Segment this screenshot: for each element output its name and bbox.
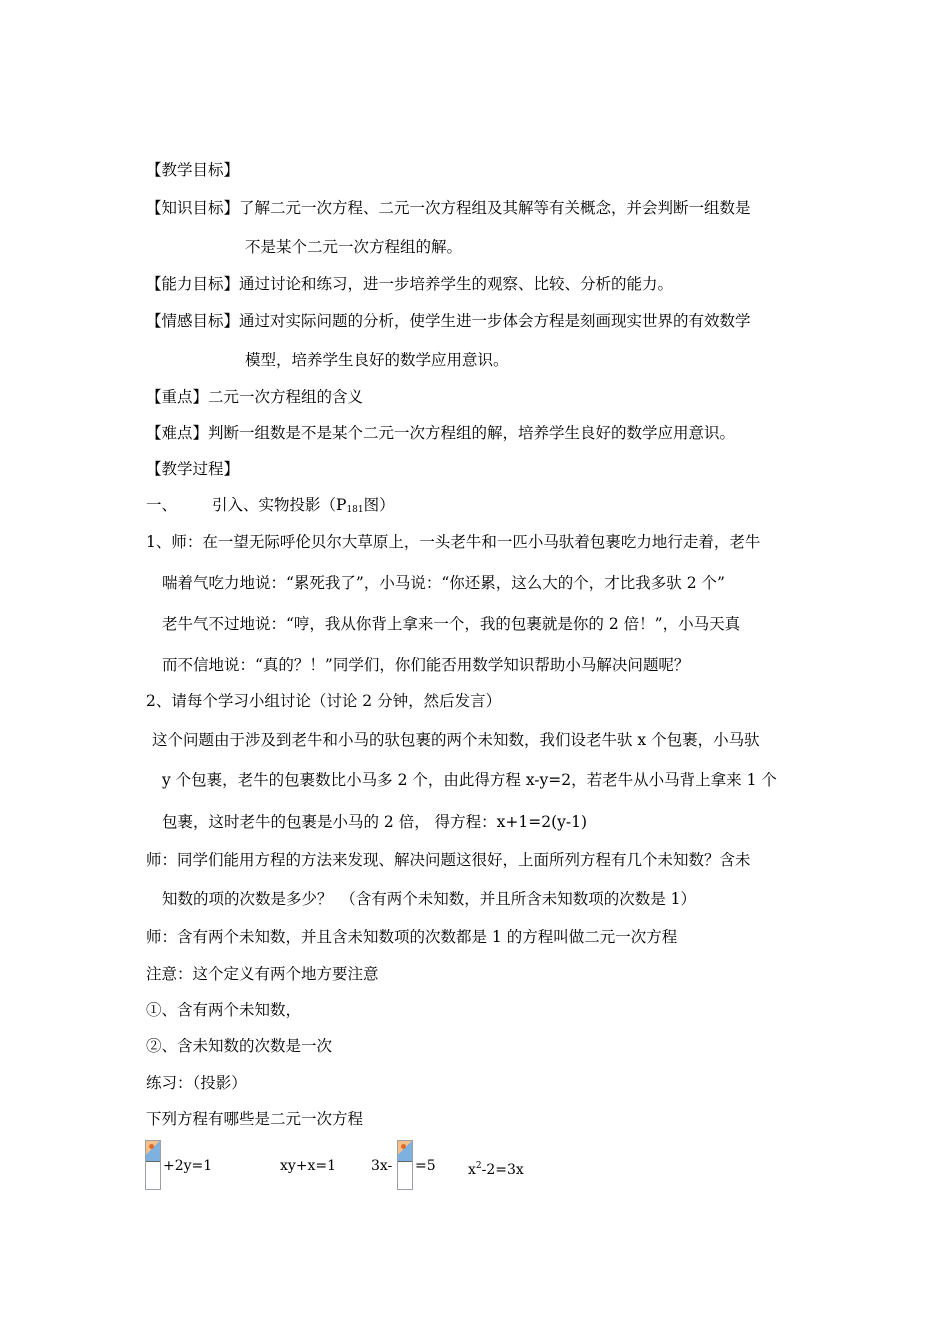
definition: 师：含有两个未知数，并且含未知数项的次数都是 1 的方程叫做二元一次方程 — [146, 928, 678, 946]
teacher-question-line1: 师：同学们能用方程的方法来发现、解决问题这很好，上面所列方程有几个未知数？含未 — [146, 851, 751, 869]
emotion-text-line2: 模型，培养学生良好的数学应用意识。 — [245, 351, 509, 369]
equation-2: xy+x=1 — [280, 1158, 337, 1174]
discussion-line4: 包裹，这时老牛的包裹是小马的 2 倍， 得方程：x+1=2(y-1) — [162, 813, 588, 831]
emotion-label: 【情感目标】 — [146, 312, 240, 330]
key-point — [146, 387, 363, 407]
story-line3: 老牛气不过地说：“哼，我从你背上拿来一个，我的包裹就是你的 2 倍！”，小马天真 — [162, 615, 741, 633]
knowledge-text-line1: 了解二元一次方程、二元一次方程组及其解等有关概念，并会判断一组数是 — [239, 199, 751, 217]
broken-image-icon — [397, 1140, 413, 1190]
difficulty-point — [146, 423, 735, 443]
section1-title: 引入、实物投影（$P_{181}$图） — [212, 496, 395, 515]
difficulty-label: 【难点】 — [146, 424, 209, 442]
discussion-line1: 2、请每个学习小组讨论（讨论 2 分钟，然后发言） — [146, 692, 502, 710]
teacher-question-line2: 知数的项的次数是多少？ （含有两个未知数，并且所含未知数项的次数是 1） — [162, 890, 697, 908]
story-line1: 1、师：在一望无际呼伦贝尔大草原上，一头老牛和一匹小马驮着包裹吃力地行走着，老牛 — [146, 533, 761, 551]
equation-3-suffix: =5 — [415, 1158, 436, 1174]
difficulty-text: 判断一组数是不是某个二元一次方程组的解，培养学生良好的数学应用意识。 — [208, 424, 736, 442]
key-label: 【重点】 — [146, 388, 209, 406]
practice-heading: 练习：（投影） — [146, 1074, 247, 1092]
discussion-line3: y 个包裹，老牛的包裹数比小马多 2 个，由此得方程 x-y=2，若老牛从小马背上拿来 1 个 — [162, 771, 777, 789]
knowledge-label: 【知识目标】 — [146, 199, 240, 217]
objectives-heading: 【教学目标】 — [146, 161, 240, 179]
story-line2: 喘着气吃力地说：“累死我了”，小马说：“你还累，这么大的个，才比我多驮 2 个” — [162, 574, 725, 592]
broken-image-icon — [145, 1140, 161, 1190]
note-item-1: ①、含有两个未知数， — [146, 1001, 302, 1019]
equation-3-prefix: 3x- — [371, 1158, 393, 1174]
emotion-objective — [146, 311, 751, 331]
ability-label: 【能力目标】 — [146, 275, 240, 293]
key-text: 二元一次方程组的含义 — [208, 388, 364, 406]
discussion-line2: 这个问题由于涉及到老牛和小马的驮包裹的两个未知数，我们设老牛驮 x 个包裹，小马驮 — [152, 731, 760, 749]
equation-1: +2y=1 — [163, 1158, 213, 1174]
ability-objective — [146, 274, 673, 294]
story-line4: 而不信地说：“真的？！”同学们，你们能否用数学知识帮助小马解决问题呢？ — [162, 656, 690, 674]
note-item-2: ②、含未知数的次数是一次 — [146, 1037, 333, 1055]
knowledge-text-line2: 不是某个二元一次方程组的解。 — [245, 238, 463, 256]
ability-text: 通过讨论和练习，进一步培养学生的观察、比较、分析的能力。 — [239, 275, 674, 293]
knowledge-objective — [146, 198, 751, 218]
emotion-text-line1: 通过对实际问题的分析，使学生进一步体会方程是刻画现实世界的有效数学 — [239, 312, 751, 330]
process-heading: 【教学过程】 — [146, 460, 240, 478]
equation-4: $x^2-2=3x$ — [468, 1161, 524, 1178]
section1-number: 一、 — [146, 496, 178, 514]
note: 注意：这个定义有两个地方要注意 — [146, 965, 379, 983]
practice-question: 下列方程有哪些是二元一次方程 — [146, 1110, 364, 1128]
